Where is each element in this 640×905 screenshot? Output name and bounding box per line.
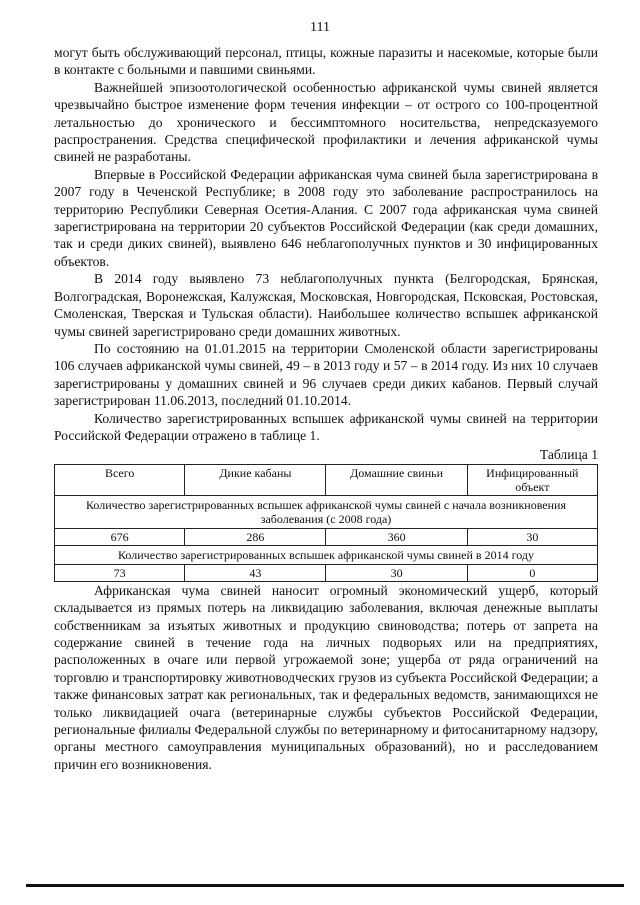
paragraph-7: Африканская чума свиней наносит огромный экономический ущерб, который складывается из прямых потерь на ликвидацию заболевания, включая денежные выплаты собственникам за изъятых животных и продукцию свиноводства; потерь от запрета на содержание свиней в течение года на личных подворьях или на предприятиях, расположенных в очаге или первой угрожаемой зоне; ущерба от ряда ограничений на торговлю и транспортировку животноводческих грузов из субъекта Российской Федерации; а также финансовых затрат как региональных, так и федеральных ведомств, занимающихся не только ликвидацией очага (ветеринарные службы субъектов Российской Федерации, региональные филиалы Федеральной службы по ветеринарному и фитосанитарному надзору, органы местного самоуправления муниципальных образований), но и расследованием причин его возникновения. bbox=[54, 582, 598, 772]
section-title-since-2008: Количество зарегистрированных вспышек африканской чумы свиней с начала возникновения заболевания (с 2008 года) bbox=[55, 495, 598, 528]
paragraph-2: Важнейшей эпизоотологической особенностью африканской чумы свиней является чрезвычайно быстрое изменение форм течения инфекции – от острого со 100-процентной летальностью до хронического и бессимптомного носительства, непредсказуемого распространения. Средства специфической профилактики и лечения африканской чумы свиней не разработаны. bbox=[54, 79, 598, 165]
paragraph-6: Количество зарегистрированных вспышек африканской чумы свиней на территории Российской Федерации отражено в таблице 1. bbox=[54, 410, 598, 443]
table-cell: 73 bbox=[55, 564, 185, 581]
header-cell-infected-object: Инфицированный объект bbox=[467, 464, 597, 495]
paragraph-3: Впервые в Российской Федерации африканская чума свиней была зарегистрирована в 2007 году в Чеченской Республике; в 2008 году это заболевание распространилось на территорию Республики Северная Осетия-Алания. С 2007 года африканская чума свиней зарегистрирована на территории 20 субъектов Российской Федерации (как среди домашних, так и среди диких свиней), выявлено 646 неблагополучных пунктов и 30 инфицированных объектов. bbox=[54, 166, 598, 269]
page-body bbox=[54, 44, 598, 773]
page-number: 111 bbox=[310, 20, 330, 35]
paragraph-1: могут быть обслуживающий персонал, птицы, кожные паразиты и насекомые, которые были в контакте с больными и павшими свиньями. bbox=[54, 45, 598, 78]
table-row bbox=[55, 528, 598, 545]
table-cell: 360 bbox=[326, 528, 467, 545]
table-cell: 286 bbox=[185, 528, 326, 545]
outbreaks-table bbox=[54, 464, 598, 582]
table-row bbox=[55, 564, 598, 581]
header-cell-wild-boars: Дикие кабаны bbox=[185, 464, 326, 495]
table-section-row bbox=[55, 495, 598, 528]
table-header-row bbox=[55, 464, 598, 495]
header-cell-domestic-pigs: Домашние свиньи bbox=[326, 464, 467, 495]
header-cell-total: Всего bbox=[55, 464, 185, 495]
table-section-row bbox=[55, 545, 598, 564]
bottom-rule bbox=[26, 884, 624, 887]
table-caption: Таблица 1 bbox=[539, 447, 598, 463]
section-title-2014: Количество зарегистрированных вспышек африканской чумы свиней в 2014 году bbox=[55, 545, 598, 564]
table-cell: 0 bbox=[467, 564, 597, 581]
table-cell: 43 bbox=[185, 564, 326, 581]
paragraph-4: В 2014 году выявлено 73 неблагополучных пункта (Белгородская, Брянская, Волгоградская, Воронежская, Калужская, Московская, Новгородская, Псковская, Ростовская, Смоленская, Тверская и Тульская области). Наибольшее количество вспышек африканской чумы свиней зарегистрировано среди домашних животных. bbox=[54, 271, 598, 339]
paragraph-5: По состоянию на 01.01.2015 на территории Смоленской области зарегистрированы 106 случаев африканской чумы свиней, 49 – в 2013 году и 57 – в 2014 году. Из них 10 случаев зарегистрированы у домашних свиней и 96 случаев среди диких кабанов. Первый случай зарегистрирован 11.06.2013, последний 01.10.2014. bbox=[54, 340, 598, 409]
table-cell: 30 bbox=[326, 564, 467, 581]
table-cell: 676 bbox=[55, 528, 185, 545]
table-cell: 30 bbox=[467, 528, 597, 545]
